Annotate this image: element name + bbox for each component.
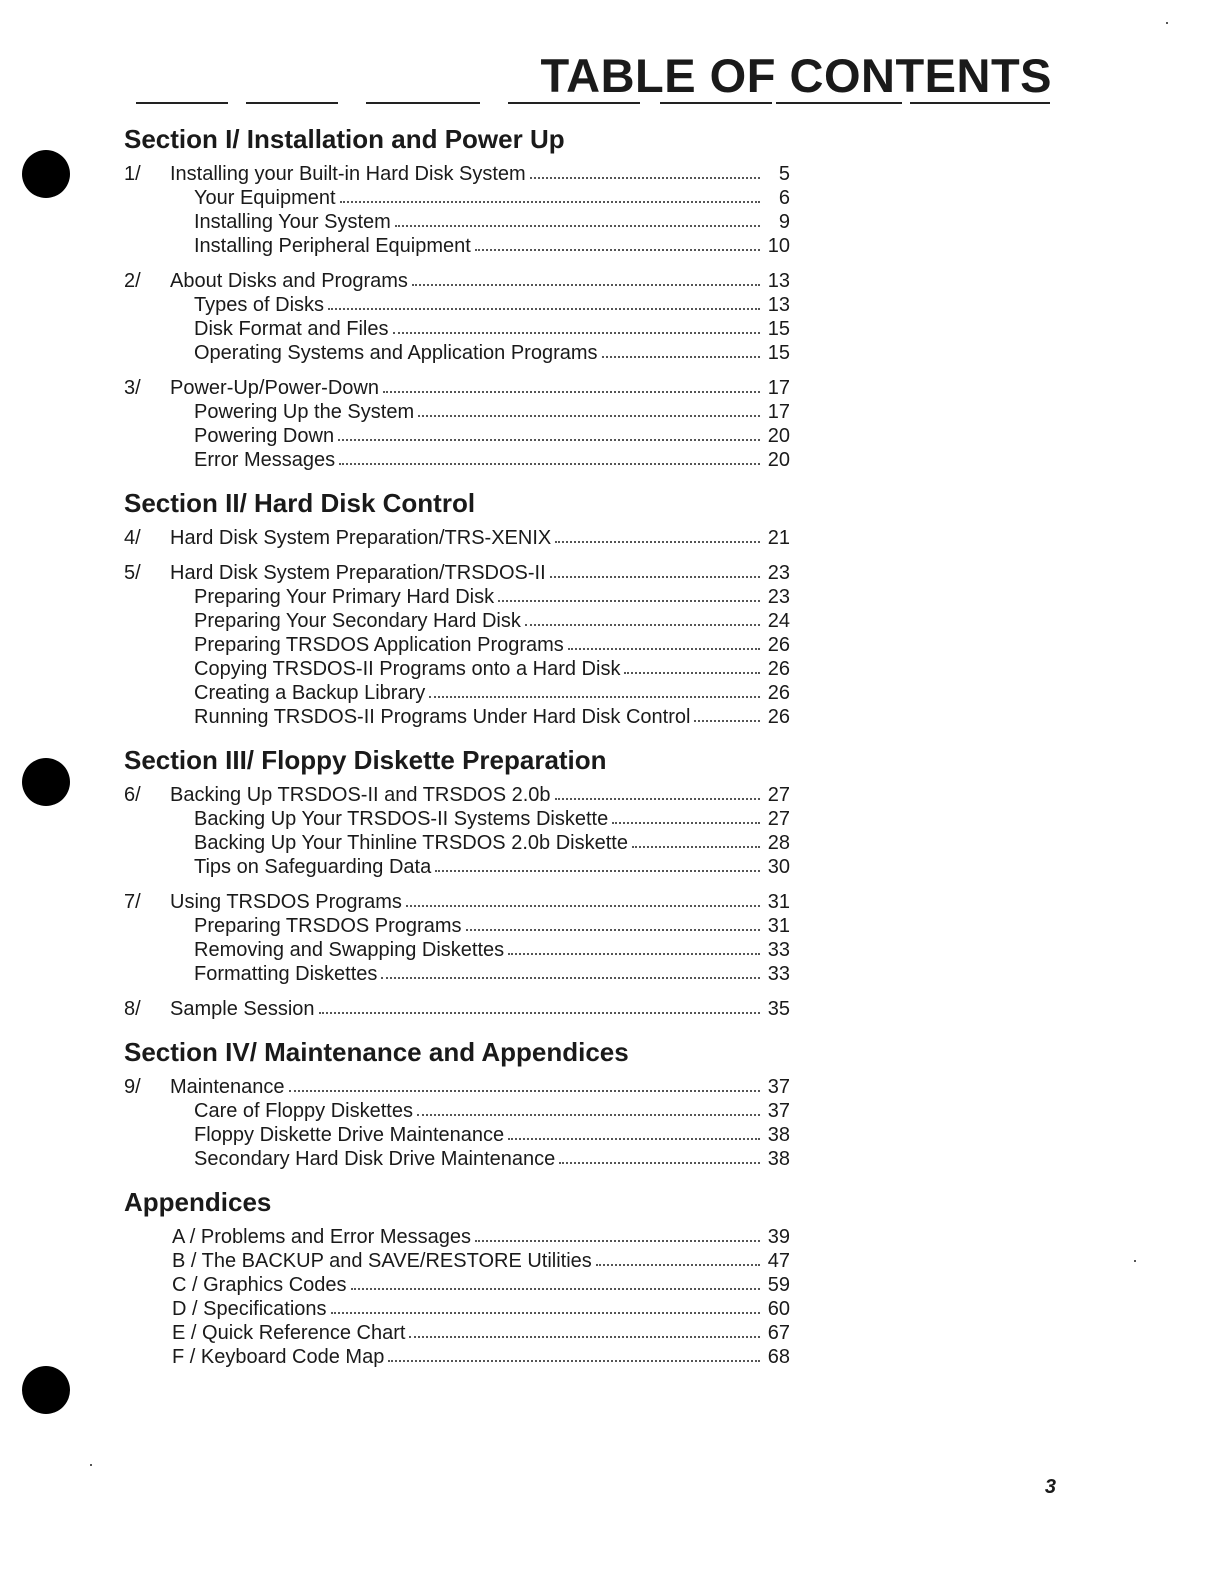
toc-entry[interactable]: Removing and Swapping Diskettes 33 <box>194 939 790 961</box>
toc-entry[interactable]: E / Quick Reference Chart 67 <box>172 1322 790 1344</box>
toc-entry[interactable]: Error Messages 20 <box>194 449 790 471</box>
toc-entry[interactable]: 5/ Hard Disk System Preparation/TRSDOS-II 23 <box>124 562 790 584</box>
toc-entry[interactable]: 6/ Backing Up TRSDOS-II and TRSDOS 2.0b 27 <box>124 784 790 806</box>
toc-entry[interactable]: 9/ Maintenance 37 <box>124 1076 790 1098</box>
toc-entry[interactable]: C / Graphics Codes 59 <box>172 1274 790 1296</box>
toc-entry[interactable]: 4/ Hard Disk System Preparation/TRS-XENIX 21 <box>124 527 790 549</box>
section-heading: Section II/ Hard Disk Control <box>124 488 476 518</box>
toc-entry[interactable]: 7/ Using TRSDOS Programs 31 <box>124 891 790 913</box>
toc-entry[interactable]: A / Problems and Error Messages 39 <box>172 1226 790 1248</box>
toc-entry[interactable]: Powering Down 20 <box>194 425 790 447</box>
toc-section <box>124 122 804 472</box>
toc-entry[interactable]: Tips on Safeguarding Data 30 <box>194 856 790 878</box>
toc-entry[interactable]: Secondary Hard Disk Drive Maintenance 38 <box>194 1148 790 1170</box>
toc-entry[interactable]: 1/ Installing your Built-in Hard Disk System 5 <box>124 163 790 185</box>
toc-entry[interactable]: Disk Format and Files 15 <box>194 318 790 340</box>
toc-entry[interactable]: D / Specifications 60 <box>172 1298 790 1320</box>
toc-entry[interactable]: Backing Up Your Thinline TRSDOS 2.0b Diskette 28 <box>194 832 790 854</box>
appendices-heading: Appendices <box>124 1187 272 1217</box>
toc-entry[interactable]: Installing Peripheral Equipment 10 <box>194 235 790 257</box>
toc-appendices <box>124 1185 804 1369</box>
toc-entry[interactable]: Backing Up Your TRSDOS-II Systems Diskette 27 <box>194 808 790 830</box>
binder-hole-bottom <box>22 1366 70 1414</box>
toc-section <box>124 1035 804 1171</box>
toc-entry[interactable]: Powering Up the System 17 <box>194 401 790 423</box>
section-heading: Section III/ Floppy Diskette Preparation <box>124 745 607 775</box>
toc-entry[interactable]: Care of Floppy Diskettes 37 <box>194 1100 790 1122</box>
toc-entry[interactable]: Running TRSDOS-II Programs Under Hard Disk Control 26 <box>194 706 790 728</box>
toc-entry[interactable]: Preparing Your Secondary Hard Disk 24 <box>194 610 790 632</box>
binder-hole-middle <box>22 758 70 806</box>
toc-entry[interactable]: Floppy Diskette Drive Maintenance 38 <box>194 1124 790 1146</box>
toc-entry[interactable]: Installing Your System 9 <box>194 211 790 233</box>
toc-entry[interactable]: 2/ About Disks and Programs 13 <box>124 270 790 292</box>
toc-entry[interactable]: Types of Disks 13 <box>194 294 790 316</box>
toc-entry[interactable]: Preparing Your Primary Hard Disk 23 <box>194 586 790 608</box>
toc-entry[interactable]: Copying TRSDOS-II Programs onto a Hard Disk 26 <box>194 658 790 680</box>
scan-speck <box>90 1464 92 1466</box>
toc-section <box>124 486 804 729</box>
title-underline <box>136 102 1056 105</box>
toc-section <box>124 743 804 1021</box>
toc-entry[interactable]: Operating Systems and Application Programs 15 <box>194 342 790 364</box>
toc-entry[interactable]: F / Keyboard Code Map 68 <box>172 1346 790 1368</box>
page-number: 3 <box>1044 1476 1056 1498</box>
section-heading: Section I/ Installation and Power Up <box>124 124 565 154</box>
toc-entry[interactable]: 8/ Sample Session 35 <box>124 998 790 1020</box>
toc-entry[interactable]: Preparing TRSDOS Programs 31 <box>194 915 790 937</box>
toc-entry[interactable]: Formatting Diskettes 33 <box>194 963 790 985</box>
toc-entry[interactable]: Preparing TRSDOS Application Programs 26 <box>194 634 790 656</box>
section-heading: Section IV/ Maintenance and Appendices <box>124 1037 629 1067</box>
scan-speck <box>1134 1260 1136 1262</box>
binder-hole-top <box>22 150 70 198</box>
scan-speck <box>1166 22 1168 24</box>
toc-entry[interactable]: Creating a Backup Library 26 <box>194 682 790 704</box>
toc-entry[interactable]: Your Equipment 6 <box>194 187 790 209</box>
page-title: TABLE OF CONTENTS <box>540 49 1052 102</box>
toc-entry[interactable]: 3/ Power-Up/Power-Down 17 <box>124 377 790 399</box>
toc <box>124 122 804 1369</box>
toc-entry[interactable]: B / The BACKUP and SAVE/RESTORE Utilities 47 <box>172 1250 790 1272</box>
